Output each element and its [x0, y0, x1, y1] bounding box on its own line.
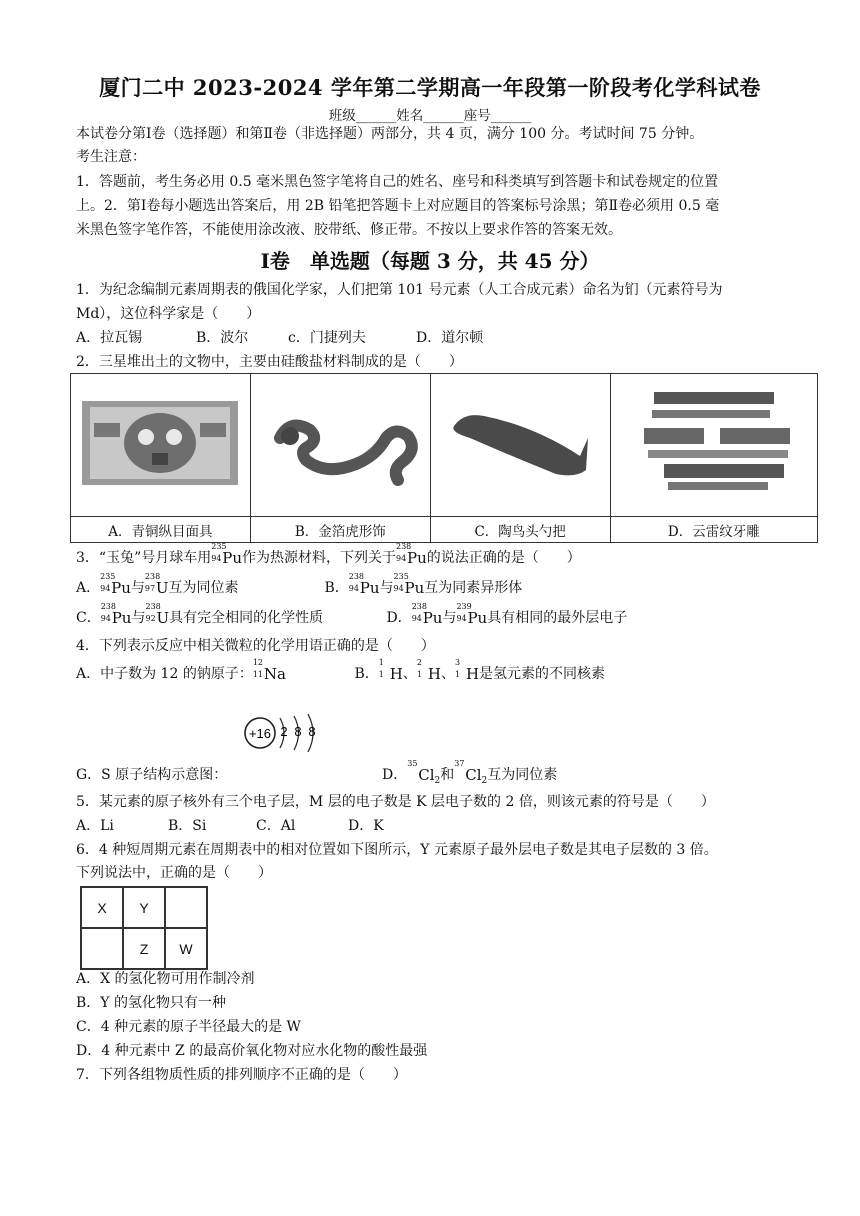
question-6-option-c: C．4 种元素的原子半径最大的是 W	[76, 1019, 301, 1035]
isotope-pu-235: 235 94 Pu	[100, 571, 131, 597]
grid-cell: X	[81, 887, 123, 928]
intro-line: 本试卷分第Ⅰ卷（选择题）和第Ⅱ卷（非选择题）两部分，共 4 页，满分 100 分。考试时间 75 分钟。	[76, 126, 704, 142]
intro-line: 上。2．第Ⅰ卷每小题选出答案后，用 2B 铅笔把答题卡上对应题目的答案标号涂黑；第Ⅱ卷必须用 0.5 毫	[76, 198, 720, 214]
question-5-stem: 5．某元素的原子核外有三个电子层，M 层的电子数是 K 层电子数的 2 倍，则该元素的符号是（ ）	[76, 794, 715, 810]
gold-tiger-image	[250, 374, 430, 517]
artifact-caption: C．陶鸟头勺把	[430, 517, 610, 543]
isotope-na-12: 12 11 Na	[252, 657, 286, 683]
question-3-stem	[76, 541, 581, 568]
grid-cell: Z	[123, 928, 165, 969]
pottery-bird-ladle-image	[430, 374, 610, 517]
isotope-pu-238: 238 94 Pu	[100, 601, 132, 627]
intro-line: 米黑色签字笔作答，不能使用涂改液、胶带纸、修正带。不按以上要求作答的答案无效。	[76, 222, 622, 238]
stem-text: 3．“玉兔”号月球车用	[76, 550, 212, 566]
isotope-pu-238: 238 94 Pu	[348, 571, 380, 597]
option-a: A．Li	[76, 818, 114, 834]
isotope-u-238: 238 92 U	[145, 601, 170, 627]
periodic-grid	[80, 886, 208, 970]
question-4-options-ab: A．中子数为 12 的钠原子： 12 11 Na B． 1 1 H、 2 1 H、 3 1 H是氢元素的不同核素	[76, 657, 606, 683]
isotope-pu-238: 238 94 Pu	[396, 541, 427, 567]
stem-text: 的说法正确的是（ ）	[426, 550, 581, 566]
isotope-h-1: 1 1 H	[378, 657, 403, 683]
ivory-carving-image	[610, 374, 817, 517]
isotope-pu-235: 235 94 Pu	[211, 541, 242, 567]
grid-cell: W	[165, 928, 207, 969]
question-4-options-gd: G．S 原子结构示意图： D． 35 $Cl_2$和 37 $Cl_2$互为同位素	[76, 758, 558, 786]
option-d: D．道尔顿	[416, 330, 484, 346]
artifact-table	[70, 373, 818, 543]
shell-electrons: 2	[280, 724, 288, 739]
isotope-pu-239: 239 94 Pu	[456, 601, 488, 627]
isotope-pu-235: 235 94 Pu	[393, 571, 425, 597]
molecule-cl35: 35 Cl	[407, 758, 435, 784]
grid-cell: Y	[123, 887, 165, 928]
question-2-stem: 2．三星堆出土的文物中，主要由硅酸盐材料制成的是（ ）	[76, 354, 463, 370]
nucleus-charge: +16	[248, 726, 272, 741]
artifact-caption: B．金箔虎形饰	[250, 517, 430, 543]
intro-line: 1．答题前，考生务必用 0.5 毫米黑色签字笔将自己的姓名、座号和科类填写到答题卡和试卷规定的位置	[76, 174, 719, 190]
question-6-option-d: D．4 种元素中 Z 的最高价氧化物对应水化物的酸性最强	[76, 1043, 428, 1059]
option-g: G．S 原子结构示意图：	[76, 767, 228, 783]
stem-text: 作为热源材料，下列关于	[242, 550, 396, 566]
shell-electrons: 8	[308, 724, 316, 739]
question-1-stem: 1．为纪念编制元素周期表的俄国化学家，人们把第 101 号元素（人工合成元素）命名为钔（元素符号为	[76, 282, 723, 298]
question-3-options-ab: A． 235 94 Pu与 238 97 U互为同位素 B． 238 94 Pu与 235 94 Pu互为同素异形体	[76, 571, 523, 597]
intro-line: 考生注意：	[76, 149, 146, 165]
shell-electrons: 8	[294, 724, 302, 739]
question-4-stem: 4．下列表示反应中相关微粒的化学用语正确的是（ ）	[76, 638, 435, 654]
artifact-caption: A．青铜纵目面具	[71, 517, 251, 543]
molecule-cl37: 37 Cl	[454, 758, 482, 784]
question-5-options	[76, 816, 384, 836]
option-c: c．门捷列夫	[288, 330, 366, 346]
student-info-line: 班级______姓名______座号______	[328, 108, 532, 124]
question-1-options	[76, 328, 483, 348]
grid-cell	[165, 887, 207, 928]
isotope-u-238: 238 97 U	[144, 571, 169, 597]
option-d: D．K	[348, 818, 384, 834]
sulfur-atom-diagram	[242, 710, 332, 760]
question-1-stem: Md），这位科学家是（ ）	[76, 306, 261, 322]
bronze-mask-image	[71, 374, 251, 517]
option-a: A．拉瓦锡	[76, 330, 143, 346]
question-3-options-cd: C． 238 94 Pu与 238 92 U具有完全相同的化学性质 D． 238 94 Pu与 239 94 Pu具有相同的最外层电子	[76, 601, 628, 627]
option-b: B．波尔	[196, 330, 249, 346]
grid-cell	[81, 928, 123, 969]
exam-title: 厦门二中 2023-2024 学年第二学期高一年段第一阶段考化学科试卷	[99, 75, 761, 100]
option-b: B．Si	[168, 818, 207, 834]
isotope-pu-238: 238 94 Pu	[411, 601, 443, 627]
artifact-caption: D．云雷纹牙雕	[610, 517, 817, 543]
question-7-stem: 7．下列各组物质性质的排列顺序不正确的是（ ）	[76, 1067, 407, 1083]
isotope-h-3: 3 1 H	[454, 657, 480, 683]
option-c: C．Al	[256, 818, 296, 834]
section-heading: Ⅰ卷 单选题（每题 3 分，共 45 分）	[260, 249, 600, 273]
isotope-h-2: 2 1 H	[416, 657, 441, 683]
question-6-option-b: B．Y 的氢化物只有一种	[76, 995, 226, 1011]
question-6-stem: 6．4 种短周期元素在周期表中的相对位置如下图所示，Y 元素原子最外层电子数是其电子层数的 3 倍。	[76, 842, 718, 858]
question-6-stem: 下列说法中，正确的是（ ）	[76, 865, 272, 881]
question-6-option-a: A．X 的氢化物可用作制冷剂	[76, 971, 255, 987]
